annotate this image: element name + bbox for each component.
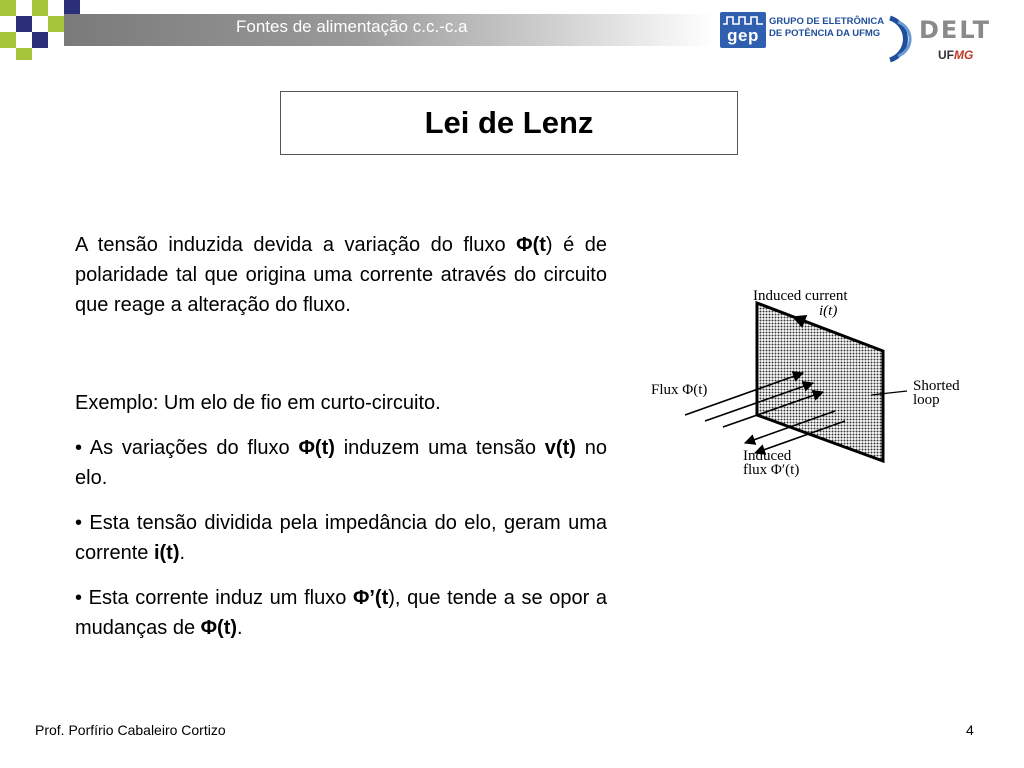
page-number: 4 [966, 722, 974, 738]
university-logo-text: UFMG [938, 48, 974, 62]
induced-flux-label-line1: Induced [743, 448, 792, 464]
example-line: Exemplo: Um elo de fio em curto-circuito. [75, 392, 441, 414]
slide-content [75, 230, 607, 658]
induced-current-label: Induced current [753, 288, 848, 304]
intro-paragraph: A tensão induzida devida a variação do fluxo Φ(t) é de polaridade tal que origina uma corrente através do circuito que reage a alteração do fluxo. [75, 234, 607, 316]
shorted-label: Shorted [913, 378, 960, 394]
flux-label: Flux Φ(t) [651, 382, 708, 398]
induced-flux-label-line2: flux Φ′(t) [743, 462, 800, 478]
slide-title: Lei de Lenz [424, 105, 594, 140]
gep-logo [720, 12, 766, 48]
loop-label: loop [913, 392, 940, 408]
slide-title-box [280, 91, 738, 155]
gep-logo-text: gep [727, 26, 759, 45]
waveform-icon [723, 14, 763, 26]
header-title: Fontes de alimentação c.c.-c.a [236, 17, 468, 36]
footer-author: Prof. Porfírio Cabaleiro Cortizo [35, 722, 226, 738]
bullet-item: • As variações do fluxo Φ(t) induzem uma tensão v(t) no elo. [75, 437, 607, 489]
bullet-item: • Esta corrente induz um fluxo Φ’(t), que tende a se opor a mudanças de Φ(t). [75, 587, 607, 639]
bullet-item: • Esta tensão dividida pela impedância do elo, geram uma corrente i(t). [75, 512, 607, 564]
lenz-law-diagram [645, 283, 1005, 483]
research-group-name: GRUPO DE ELETRÔNICA DE POTÊNCIA DA UFMG [769, 16, 885, 39]
induced-current-symbol: i(t) [819, 303, 838, 319]
dept-logo-text: DELT [919, 16, 992, 44]
